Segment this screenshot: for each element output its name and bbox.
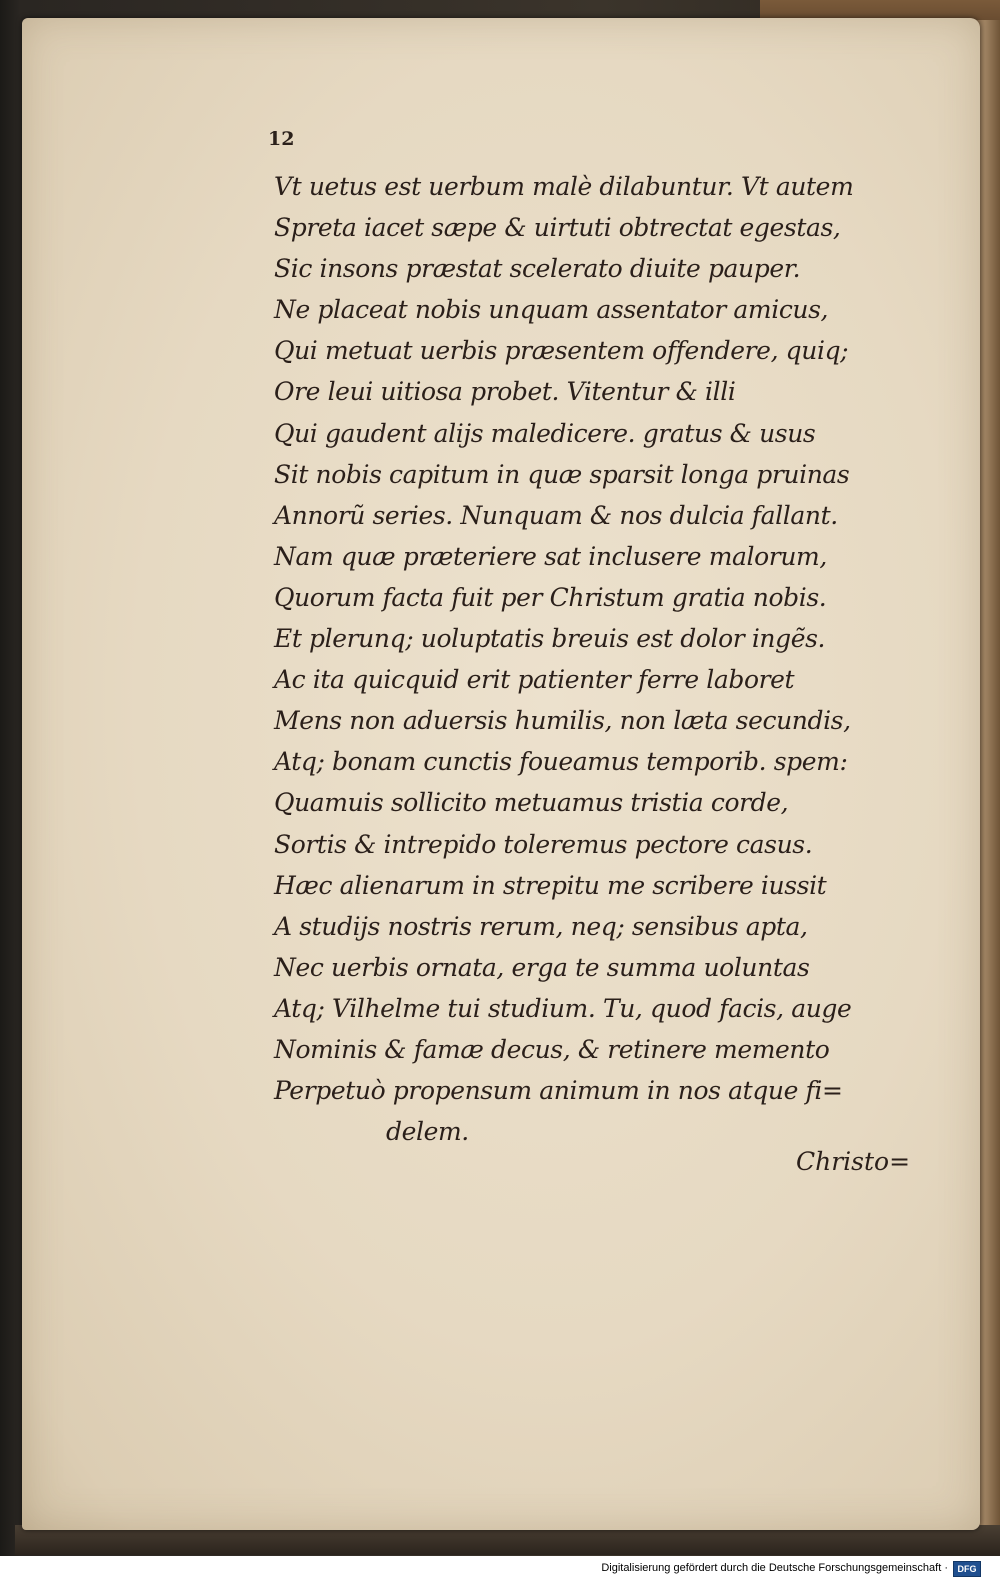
page-number: 12 bbox=[268, 128, 295, 150]
verse-line: Ac ita quicquid erit patienter ferre laboret bbox=[274, 665, 795, 695]
verse-line: Et plerunq; uoluptatis breuis est dolor ingẽs. bbox=[274, 624, 826, 654]
verse-line: Mens non aduersis humilis, non læta secundis, bbox=[274, 706, 851, 736]
verse-line-continuation: delem. bbox=[386, 1117, 469, 1147]
verse-line: Atq; Vilhelme tui studium. Tu, quod facis, auge bbox=[274, 993, 852, 1023]
verse-line: Spreta iacet sæpe & uirtuti obtrectat egestas, bbox=[274, 213, 841, 243]
verse-line: Nec uerbis ornata, erga te summa uoluntas bbox=[274, 952, 810, 982]
verse-line: Nam quæ præteriere sat inclusere malorum, bbox=[274, 541, 827, 571]
verse-line: Atq; bonam cunctis foueamus temporib. spem: bbox=[274, 747, 848, 777]
verse-line: Quamuis sollicito metuamus tristia corde, bbox=[274, 788, 789, 818]
catchword: Christo= bbox=[796, 1147, 911, 1176]
verse-line: Qui gaudent alijs maledicere. gratus & usus bbox=[274, 418, 816, 448]
verse-line: Vt uetus est uerbum malè dilabuntur. Vt autem bbox=[274, 172, 854, 201]
verse-line: Ore leui uitiosa probet. Vitentur & illi bbox=[274, 377, 736, 407]
verse-line: Nominis & famæ decus, & retinere memento bbox=[274, 1034, 830, 1064]
verse-line: Quorum facta fuit per Christum gratia nobis. bbox=[274, 582, 827, 612]
verse-line: Sortis & intrepido toleremus pectore casus. bbox=[274, 829, 813, 859]
verse-line: Hæc alienarum in strepitu me scribere iussit bbox=[274, 870, 827, 900]
poem-text bbox=[274, 166, 934, 1152]
verse-line: Sit nobis capitum in quæ sparsit longa pruinas bbox=[274, 459, 850, 489]
verse-line: A studijs nostris rerum, neq; sensibus apta, bbox=[274, 911, 808, 941]
funding-credit: Digitalisierung gefördert durch die Deutsche Forschungsgemeinschaft · bbox=[601, 1562, 948, 1574]
verse-line: Sic insons præstat scelerato diuite pauper. bbox=[274, 254, 801, 284]
verse-line: Perpetuò propensum animum in nos atque fi= bbox=[274, 1076, 843, 1106]
verse-line: Qui metuat uerbis præsentem offendere, quiq; bbox=[274, 336, 849, 366]
dfg-logo: DFG bbox=[953, 1561, 981, 1577]
verse-line: Ne placeat nobis unquam assentator amicus, bbox=[274, 295, 829, 325]
verse-line: Annorũ series. Nunquam & nos dulcia fallant. bbox=[274, 500, 838, 530]
